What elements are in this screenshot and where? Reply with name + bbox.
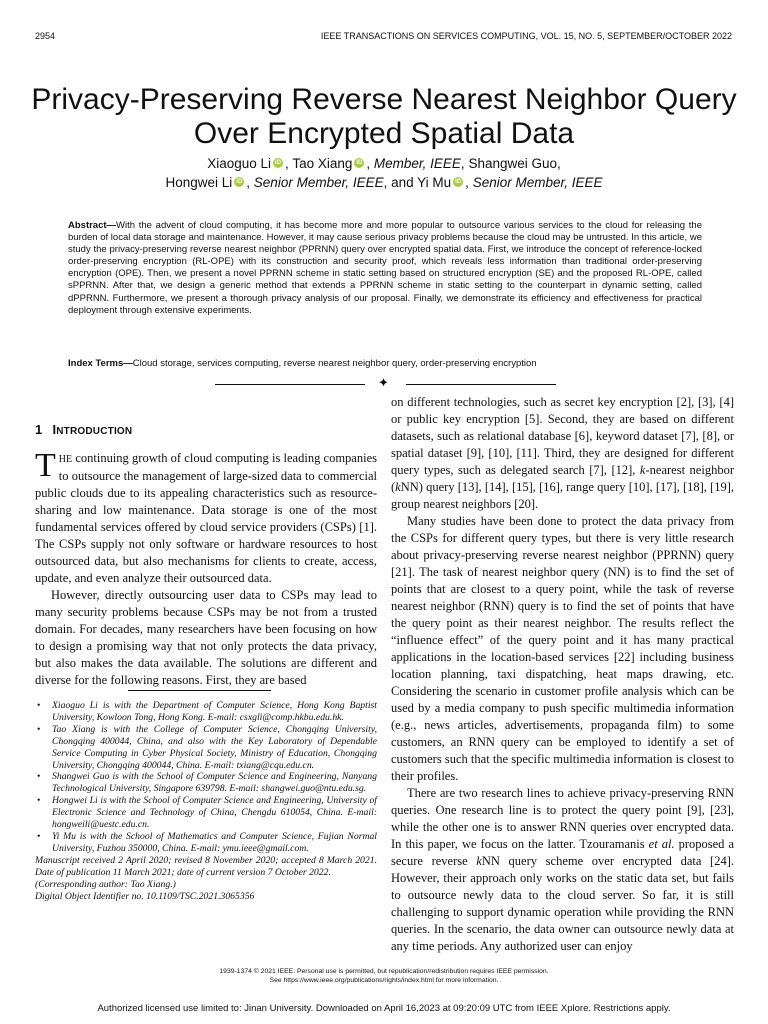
paragraph-text: NN query scheme over encrypted data [24]. However, their approach only works on the static data set, but fails to outsource newly data to the cloud server. So far, it is still challenging to support dynamic operation while providing the RNN queries. In the scenario, the data owner can outsource newly data at any time periods. Any authorized user can enjoy — [391, 854, 734, 953]
author-name: Shangwei Guo, — [468, 156, 561, 171]
corresponding-author: (Corresponding author: Tao Xiang.) — [35, 878, 176, 890]
paragraph-text: There are two research lines to achieve privacy-preserving RNN queries. One research line is to protect the query point [9], [23], while the other one is to answer RNN queries over encrypted data. In this paper, we focus on the latter. Tzouramanis — [391, 786, 734, 851]
rights-link[interactable]: See https://www.ieee.org/publications/rights/index.html for more information. — [269, 976, 499, 984]
separator-rule-right — [406, 384, 556, 385]
doi[interactable]: Digital Object Identifier no. 10.1109/TSC.2021.3065356 — [35, 890, 255, 902]
orcid-icon[interactable]: iD — [236, 179, 243, 185]
section-number: 1 — [35, 422, 43, 437]
paragraph: Many studies have been done to protect the data privacy from the CSPs for different query types, but there is very little research about privacy-preserving reverse nearest neighbor (PPRNN) query [21]. The task of nearest neighbor query (NN) is to find the set of points that are closest to a query point, while the task of reverse nearest neighbor (RNN) query is to find the set of points that have the query point as their nearest neighbor. The results reflect the “influence effect” of the query point and it has many practical applications in the location-based services [22] including business location planning, taxi dispatching, heat maps drawing, etc. Considering the scenario in customer profile analysis which can be used by a media company to push specific multimedia information (e.g., news articles, advertisements, propaganda film) to some customers, an RNN query can be employed to identify a set of customers such that the specific multimedia information is closest to their profiles. — [391, 514, 734, 783]
author-list: Xiaoguo Li iD , Tao Xiang iD , Member, IEEE, Shangwei Guo, Hongwei Li iD , Senior Member, IEEE, and Yi Mu iD , Senior Member, IEEE — [165, 156, 603, 190]
author-conjunction: , and — [383, 175, 414, 190]
author-role: Senior Member, IEEE — [253, 175, 384, 190]
author-name: Tao Xiang — [292, 156, 353, 171]
paragraph — [391, 394, 734, 513]
abstract-label: Abstract— — [68, 220, 117, 231]
math-k: k — [395, 480, 401, 494]
et-al: et al. — [648, 837, 675, 851]
abstract-text: With the advent of cloud computing, it has become more and more popular to outsource various services to the cloud for releasing the burden of local data storage and maintenance. However, it may cause serious privacy problems because the cloud may be untrusted. In this article, we study the privacy-preserving reverse nearest neighbor (PPRNN) query over encrypted spatial data. First, we introduce the concept of reference-locked order-preserving encryption (RL-OPE) with its construction and security proof, which reveals less information than traditional order-preserving encryption (OPE). Then, we present a novel PPRNN scheme in static setting based on structured encryption (SE) and the proposed RL-OPE, called sPPRNN. After that, we design a generic method that extends a PPRNN scheme in static setting to the counterpart in dynamic setting, called dPPRNN. Furthermore, we present a thorough privacy analysis of our proposal. Finally, we demonstrate its efficiency and effectiveness for practical deployment through extensive experiments. — [68, 220, 702, 316]
paragraph-text: continuing growth of cloud computing is leading companies to outsource the management of large-sized data to commercial public clouds due to its appealing characteristics such as resource-sharing and low maintenance. Data storage is one of the most fundamental services offered by cloud service providers (CSPs) [1]. The CSPs supply not only software or hardware resources to host outsourced data, but also mechanisms for clients to create, access, update, and even analyze their outsourced data. — [35, 451, 377, 585]
math-k: k — [476, 854, 482, 868]
paragraph-text: proposed a secure reverse — [391, 837, 735, 868]
paragraph-text: NN) query [13], [14], [15], [16], range query [10], [17], [18], [19], group nearest neighbors [20]. — [391, 480, 734, 511]
small-caps-lead: HE — [58, 454, 73, 465]
affiliation-item: • Tao Xiang is with the College of Computer Science, Chongqing University, Chongqing 400044, China, and also with the Key Laboratory of Dependable Service Computing in Cyber Physical Society, Ministry of Education, Chongqing University, Chongqing 400044, China. E-mail: txiang@cqu.edu.cn. — [35, 724, 377, 772]
affiliation-list — [35, 700, 377, 855]
index-terms-text: Cloud storage, services computing, reverse nearest neighbor query, order-preserving encryption — [132, 358, 537, 369]
footnote-rule — [128, 690, 271, 691]
index-terms — [68, 358, 702, 370]
copyright-line: 1939-1374 © 2021 IEEE. Personal use is permitted, but republication/redistribution requires IEEE permission. — [219, 968, 549, 975]
index-terms-label: Index Terms— — [68, 358, 133, 369]
section-title-rest: NTRODUCTION — [56, 426, 133, 437]
paragraph-text: -nearest neighbor ( — [391, 463, 734, 494]
abstract — [68, 220, 702, 317]
journal-header: IEEE TRANSACTIONS ON SERVICES COMPUTING, VOL. 15, NO. 5, SEPTEMBER/OCTOBER 2022 — [320, 31, 732, 41]
separator-rule-left — [215, 384, 365, 385]
orcid-icon[interactable]: iD — [356, 160, 363, 166]
author-name: Hongwei Li — [165, 175, 233, 190]
section-heading — [35, 421, 377, 440]
affiliation-item: • Hongwei Li is with the School of Computer Science and Engineering, University of Electronic Science and Technology of China, Chengdu 610054, China. E-mail: hongweili@uestc.edu.cn. — [35, 795, 377, 831]
copyright-notice — [0, 968, 768, 985]
affiliation-item: • Xiaoguo Li is with the Department of Computer Science, Hong Kong Baptist University, Kowloon Tong, Hong Kong. E-mail: csxgli@comp.hkbu.edu.hk. — [35, 700, 377, 724]
paragraph — [391, 785, 734, 955]
paragraph: However, directly outsourcing user data to CSPs may lead to many security problems because CSPs may be not from a trusted domain. For decades, many researchers have been focusing on how to design a promising way that not only protects the data privacy, but also makes the data available. The solutions are different and diverse for the following reasons. First, they are based — [35, 588, 377, 687]
affiliation-item: • Yi Mu is with the School of Mathematics and Computer Science, Fujian Normal University, Fuzhou 350000, China. E-mail: ymu.ieee@gmail.com. — [35, 831, 377, 855]
license-notice: Authorized licensed use limited to: Jinan University. Downloaded on April 16,2023 at 09:20:09 UTC from IEEE Xplore. Restrictions apply. — [97, 1003, 671, 1014]
footnotes — [35, 700, 377, 902]
author-role: Senior Member, IEEE — [472, 175, 603, 190]
paper-title: Privacy-Preserving Reverse Nearest Neighbor Query Over Encrypted Spatial Data — [31, 83, 737, 151]
author-name: Yi Mu — [417, 175, 452, 190]
drop-cap: T — [35, 447, 56, 484]
math-k: k — [639, 463, 646, 477]
orcid-icon[interactable]: iD — [275, 160, 282, 166]
paragraph — [35, 447, 377, 587]
author-role: Member, IEEE — [373, 156, 461, 171]
orcid-icon[interactable]: iD — [455, 179, 462, 185]
separator-star-icon: ✦ — [378, 375, 389, 390]
section-title-initial: I — [52, 422, 57, 437]
author-name: Xiaoguo Li — [207, 156, 272, 171]
page-number: 2954 — [35, 31, 56, 41]
right-column — [391, 394, 734, 955]
manuscript-dates: Manuscript received 2 April 2020; revised 8 November 2020; accepted 8 March 2021. Date of publication 11 March 2021; date of current version 7 October 2022. — [35, 854, 377, 878]
left-column — [35, 421, 377, 689]
paragraph-text: on different technologies, such as secret key encryption [2], [3], [4] or public key encryption [5]. Second, they are based on different datasets, such as relational database [6], keyword dataset [7], [8], or spatial dataset [9], [10], [11]. Third, they are designed for different query types, such as delegated search [7], [12], — [391, 395, 734, 477]
affiliation-item: • Shangwei Guo is with the School of Computer Science and Engineering, Nanyang Technological University, Singapore 639798. E-mail: shangwei.guo@ntu.edu.sg. — [35, 771, 377, 795]
